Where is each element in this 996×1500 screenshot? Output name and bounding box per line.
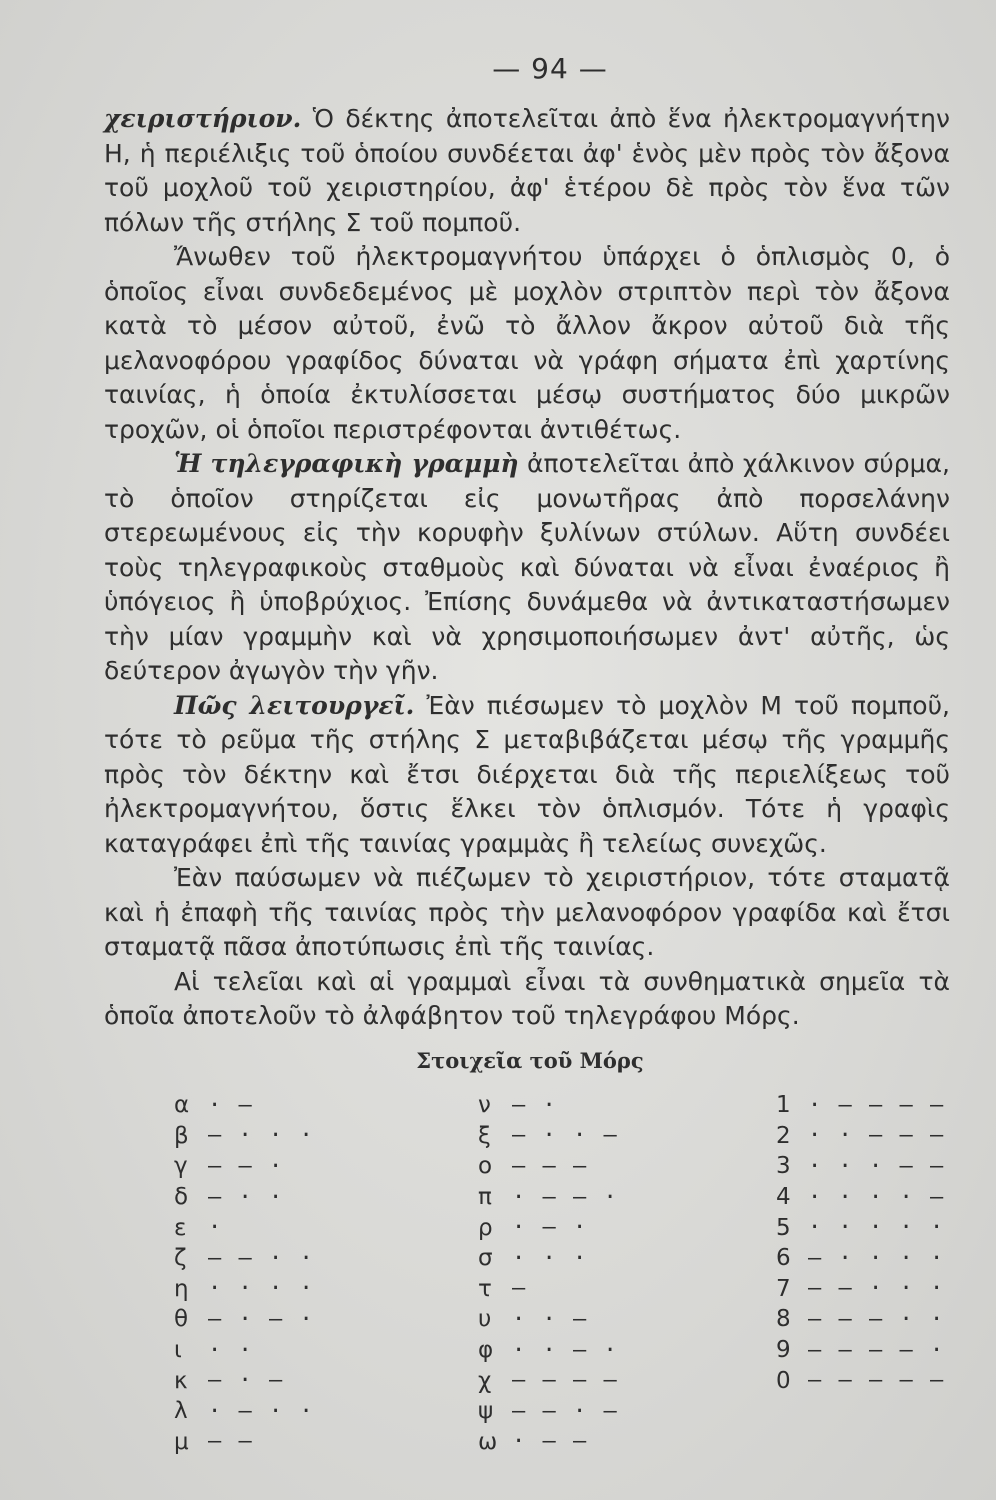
morse-char: π <box>478 1184 492 1211</box>
morse-row <box>478 1090 619 1121</box>
morse-row <box>478 1427 619 1458</box>
morse-char: δ <box>174 1184 189 1211</box>
paragraph-lead: Ἡ τηλεγραφικὴ γραμμὴ <box>174 449 519 478</box>
morse-char: 7 <box>776 1275 791 1302</box>
morse-char: 9 <box>776 1337 791 1364</box>
morse-row <box>174 1396 315 1427</box>
morse-char: γ <box>174 1153 188 1180</box>
morse-code: · — · · <box>208 1398 315 1424</box>
morse-char: α <box>174 1092 190 1119</box>
morse-code: · — <box>208 1092 254 1118</box>
morse-row <box>776 1182 945 1213</box>
morse-column-letters-1 <box>174 1090 315 1457</box>
morse-row <box>776 1121 945 1152</box>
morse-column-digits <box>776 1090 945 1396</box>
morse-row <box>174 1365 315 1396</box>
morse-code: · — — — — <box>808 1092 946 1118</box>
morse-code: — · <box>512 1092 558 1118</box>
morse-char: ρ <box>478 1214 493 1241</box>
morse-code: — · · <box>208 1184 285 1210</box>
morse-code: — — · — <box>512 1398 619 1424</box>
morse-char: ξ <box>478 1122 491 1149</box>
morse-code: · <box>208 1215 224 1241</box>
morse-code: · · · · <box>208 1276 315 1302</box>
morse-row <box>776 1151 945 1182</box>
paragraph-stop <box>104 861 950 965</box>
morse-char: 1 <box>776 1092 791 1119</box>
paragraph-lead: χειριστήριον. <box>104 104 302 133</box>
morse-char: η <box>174 1275 189 1302</box>
morse-char: 2 <box>776 1122 791 1149</box>
paragraph-armature <box>104 240 950 447</box>
morse-row <box>174 1243 315 1274</box>
morse-code: · — — · <box>512 1184 619 1210</box>
morse-row <box>174 1121 315 1152</box>
morse-row <box>478 1151 619 1182</box>
morse-row <box>776 1304 945 1335</box>
morse-code: — — · <box>208 1153 285 1179</box>
morse-row <box>478 1121 619 1152</box>
morse-code: · · · <box>512 1245 589 1271</box>
morse-row <box>174 1151 315 1182</box>
morse-row <box>174 1090 315 1121</box>
morse-char: 8 <box>776 1306 791 1333</box>
morse-char: μ <box>174 1428 189 1455</box>
morse-row <box>174 1335 315 1366</box>
morse-code: · · — <box>512 1306 589 1332</box>
paragraph-text: Αἱ τελεῖαι καὶ αἱ γραμμαὶ εἶναι τὰ συνθηματικὰ σημεῖα τὰ ὁποῖα ἀποτελοῦν τὸ ἀλφάβητον τοῦ τηλεγράφου Μόρς. <box>104 966 950 1030</box>
morse-code: — — — — — <box>808 1368 946 1394</box>
morse-char: λ <box>174 1398 188 1425</box>
morse-row <box>776 1274 945 1305</box>
morse-row <box>776 1365 945 1396</box>
morse-row <box>478 1274 619 1305</box>
morse-row <box>776 1212 945 1243</box>
morse-char: 4 <box>776 1184 791 1211</box>
paragraph-receiver <box>104 102 950 240</box>
morse-char: ζ <box>174 1245 187 1272</box>
morse-char: φ <box>478 1337 494 1364</box>
morse-char: τ <box>478 1275 492 1302</box>
morse-row <box>478 1396 619 1427</box>
morse-code: — — — — · <box>808 1337 946 1363</box>
morse-table-title: Στοιχεῖα τοῦ Μόρς <box>416 1048 644 1073</box>
body-text <box>104 102 950 1034</box>
morse-char: 0 <box>776 1367 791 1394</box>
paragraph-alphabet <box>104 965 950 1034</box>
morse-code: — · — · <box>208 1306 315 1332</box>
morse-row <box>174 1212 315 1243</box>
paragraph-lead: Πῶς λειτουργεῖ. <box>174 690 415 720</box>
morse-code: · — · <box>512 1215 589 1241</box>
morse-char: σ <box>478 1245 493 1272</box>
morse-char: 5 <box>776 1214 791 1241</box>
paragraph-how-it-works <box>104 689 950 862</box>
morse-char: ν <box>478 1092 491 1119</box>
morse-code: — · · · <box>208 1123 315 1149</box>
morse-code: — — · · <box>208 1245 315 1271</box>
morse-row <box>776 1335 945 1366</box>
morse-char: β <box>174 1122 189 1149</box>
morse-code: — · · · · <box>808 1245 946 1271</box>
morse-code: — — — · · <box>808 1306 946 1332</box>
morse-row <box>478 1182 619 1213</box>
morse-char: ι <box>174 1337 182 1364</box>
morse-char: κ <box>174 1367 188 1394</box>
morse-code: · · · · — <box>808 1184 946 1210</box>
morse-char: υ <box>478 1306 492 1333</box>
morse-char: ο <box>478 1153 493 1180</box>
paragraph-text: ἀποτελεῖται ἀπὸ χάλκινον σύρμα, τὸ ὁποῖον στηρίζεται εἰς μονωτῆρας ἀπὸ πορσελάνην στερεωμένους εἰς τὴν κορυφὴν ξυλίνων στύλων. Αὕτη συνδέει τοὺς τηλεγραφικοὺς σταθμοὺς καὶ δύναται νὰ εἶναι ἐναέριος ἢ ὑπόγειος ἢ ὑποβρύχιος. Ἐπίσης δυνάμεθα νὰ ἀντικαταστήσωμεν τὴν μίαν γραμμὴν καὶ νὰ χρησιμοποιήσωμεν ἀντ' αὐτῆς, ὡς δεύτερον ἀγωγὸν τὴν γῆν. <box>104 449 950 685</box>
morse-char: 6 <box>776 1245 791 1272</box>
morse-code: — — — — <box>512 1368 619 1394</box>
page-number: — 94 — <box>492 52 608 85</box>
paragraph-text: Ἐὰν πιέσωμεν τὸ μοχλὸν Μ τοῦ πομποῦ, τότε τὸ ρεῦμα τῆς στήλης Σ μεταβιβάζεται μέσῳ τῆς γραμμῆς πρὸς τὸν δέκτην καὶ ἔτσι διέρχεται διὰ τῆς περιελίξεως τοῦ ἠλεκτρομαγνήτου, ὅστις ἕλκει τὸν ὁπλισμόν. Τότε ἡ γραφὶς καταγράφει ἐπὶ τῆς ταινίας γραμμὰς ἢ τελείως συνεχῶς. <box>104 690 950 858</box>
morse-row <box>174 1304 315 1335</box>
morse-char: ω <box>478 1428 498 1455</box>
morse-code: — <box>512 1276 528 1302</box>
paragraph-text: Ὁ δέκτης ἀποτελεῖται ἀπὸ ἕνα ἠλεκτρομαγνήτην Η, ἡ περιέλιξις τοῦ ὁποίου συνδέεται ἀφ' ἑνὸς μὲν πρὸς τὸν ἄξονα τοῦ μοχλοῦ τοῦ χειριστηρίου, ἀφ' ἑτέρου δὲ πρὸς τὸν ἕνα τῶν πόλων τῆς στήλης Σ τοῦ πομποῦ. <box>104 104 950 237</box>
morse-code: · · · · · <box>808 1215 946 1241</box>
morse-code: — · — <box>208 1368 285 1394</box>
morse-code: · · — · <box>512 1337 619 1363</box>
morse-row <box>478 1212 619 1243</box>
paragraph-telegraph-line <box>104 447 950 689</box>
morse-code: · — — <box>512 1429 589 1455</box>
morse-row <box>776 1243 945 1274</box>
morse-code: — — <box>208 1429 254 1455</box>
morse-code: — · · — <box>512 1123 619 1149</box>
morse-row <box>776 1090 945 1121</box>
morse-column-letters-2 <box>478 1090 619 1457</box>
morse-char: χ <box>478 1367 492 1394</box>
morse-code: — — · · · <box>808 1276 946 1302</box>
morse-row <box>478 1365 619 1396</box>
morse-code: — — — <box>512 1153 589 1179</box>
morse-char: 3 <box>776 1153 791 1180</box>
morse-row <box>174 1182 315 1213</box>
morse-row <box>478 1243 619 1274</box>
morse-row <box>478 1335 619 1366</box>
morse-char: ε <box>174 1214 187 1241</box>
paragraph-text: Ἐὰν παύσωμεν νὰ πιέζωμεν τὸ χειριστήριον, τότε σταματᾷ καὶ ἡ ἐπαφὴ τῆς ταινίας πρὸς τὴν μελανοφόρον γραφίδα καὶ ἔτσι σταματᾷ πᾶσα ἀποτύπωσις ἐπὶ τῆς ταινίας. <box>104 863 950 961</box>
paragraph-text: Ἄνωθεν τοῦ ἠλεκτρομαγνήτου ὑπάρχει ὁ ὁπλισμὸς 0, ὁ ὁποῖος εἶναι συνδεδεμένος μὲ μοχλὸν στριπτὸν περὶ τὸν ἄξονα κατὰ τὸ μέσον αὐτοῦ, ἐνῶ τὸ ἄλλον ἄκρον αὐτοῦ διὰ τῆς μελανοφόρου γραφίδος δύναται νὰ γράφη σήματα ἐπὶ χαρτίνης ταινίας, ἡ ὁποία ἐκτυλίσσεται μέσῳ συστήματος δύο μικρῶν τροχῶν, οἱ ὁποῖοι περιστρέφονται ἀντιθέτως. <box>104 242 950 444</box>
morse-code: · · — — — <box>808 1123 946 1149</box>
morse-row <box>174 1274 315 1305</box>
morse-char: θ <box>174 1306 189 1333</box>
morse-code: · · · — — <box>808 1153 946 1179</box>
morse-row <box>174 1427 315 1458</box>
morse-row <box>478 1304 619 1335</box>
morse-char: ψ <box>478 1398 494 1425</box>
morse-code: · · <box>208 1337 254 1363</box>
